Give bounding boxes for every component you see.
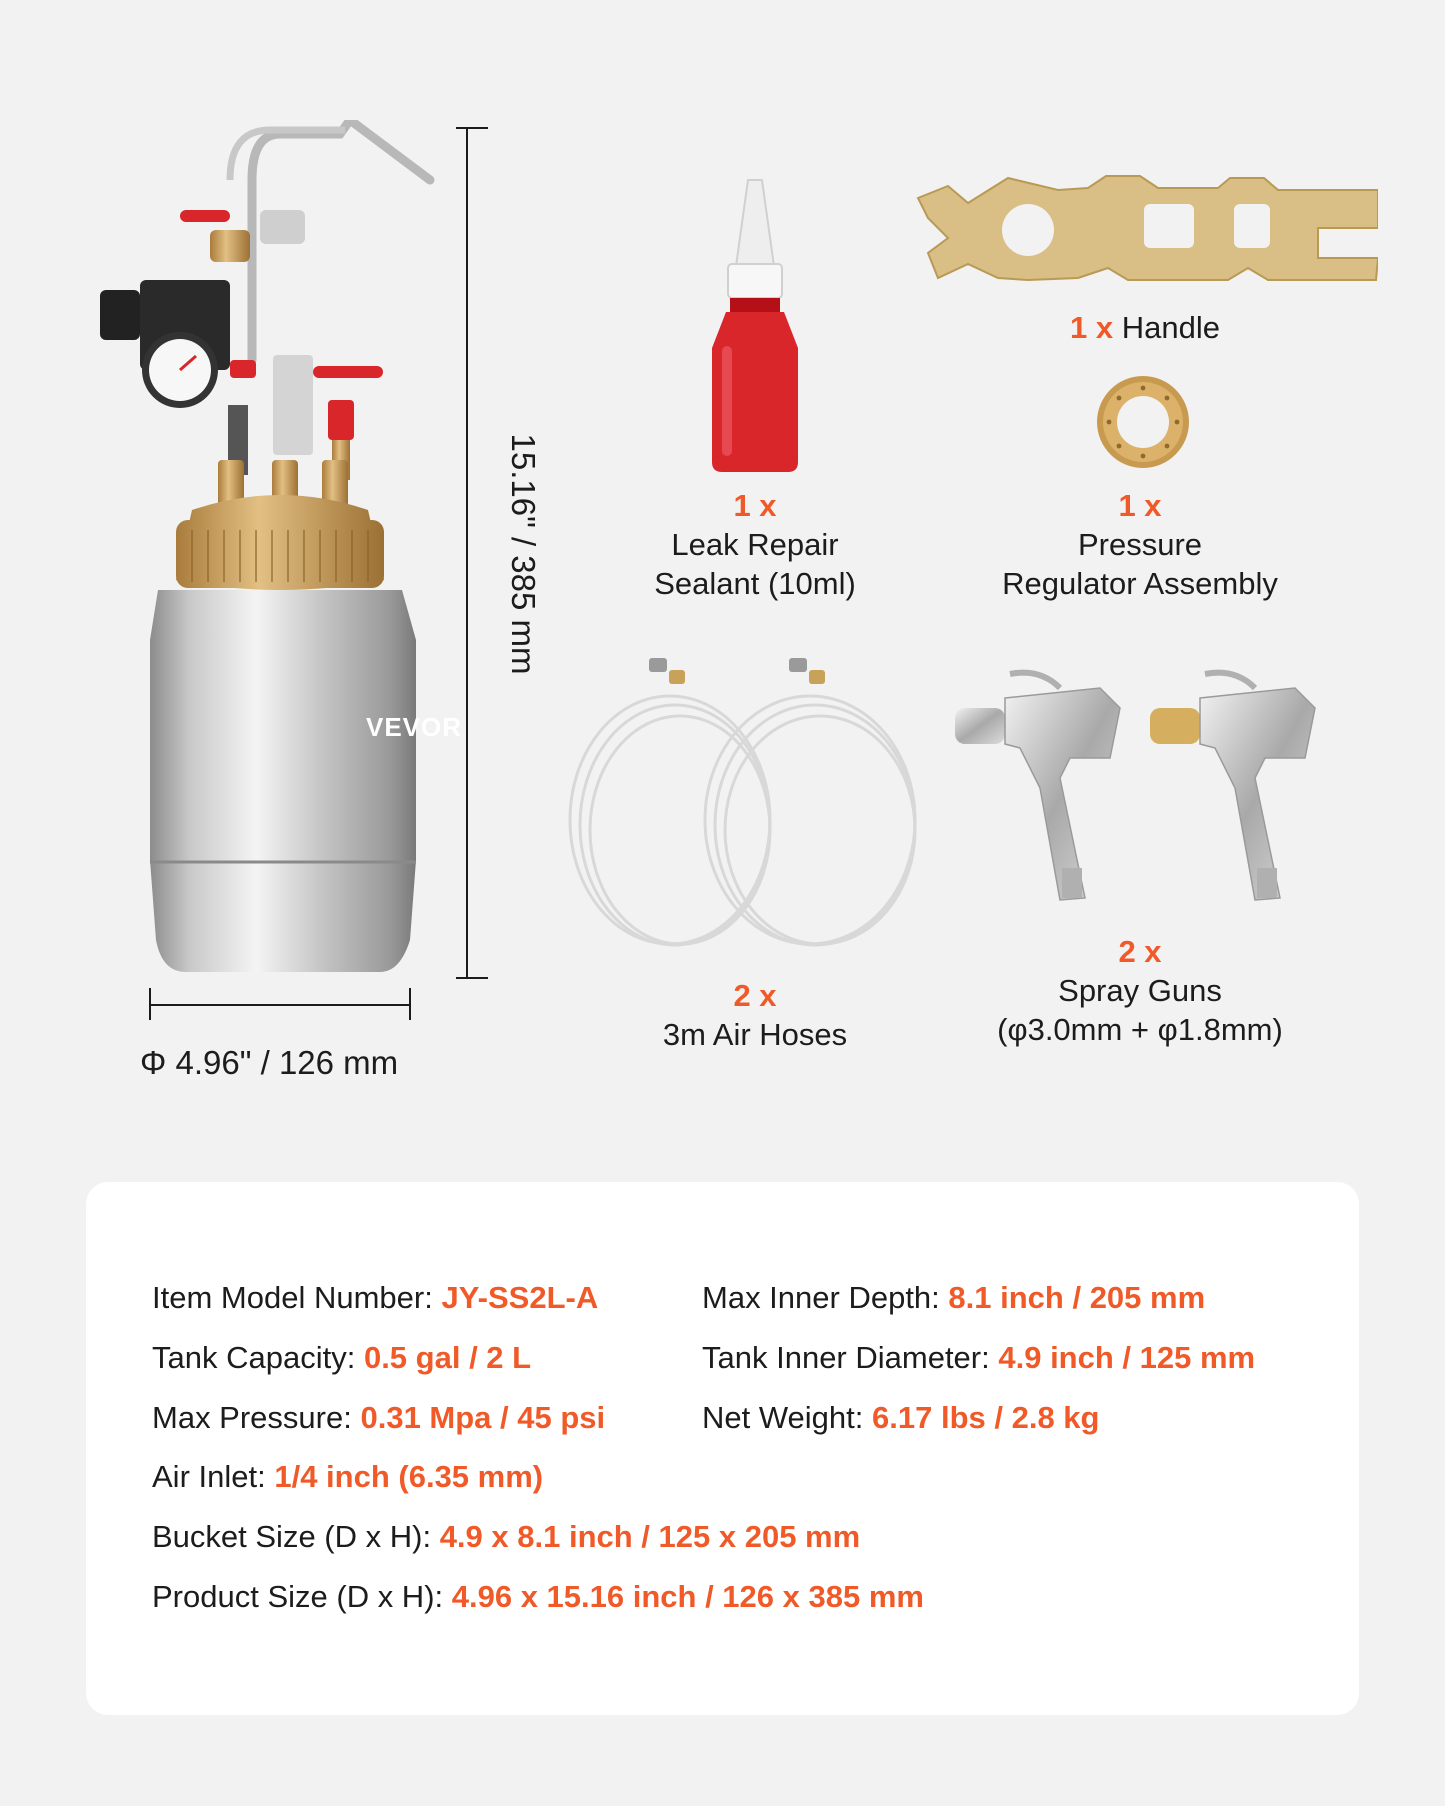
spec-capacity-value: 0.5 gal / 2 L bbox=[363, 1340, 532, 1375]
specifications-card bbox=[86, 1182, 1359, 1715]
spec-inner-depth-label: Max Inner Depth: bbox=[702, 1280, 940, 1315]
spec-air-inlet bbox=[152, 1459, 543, 1495]
sealant-caption bbox=[615, 486, 895, 603]
spec-capacity bbox=[152, 1340, 531, 1376]
regulator-caption bbox=[960, 486, 1320, 603]
regulator-qty: 1 x bbox=[1118, 488, 1162, 523]
spec-net-weight-label: Net Weight: bbox=[702, 1400, 864, 1435]
spec-product-size-label: Product Size (D x H): bbox=[152, 1579, 444, 1614]
regulator-name-line1: Pressure bbox=[1077, 527, 1203, 562]
handle-name: Handle bbox=[1121, 310, 1220, 345]
spec-model bbox=[152, 1280, 598, 1316]
spec-capacity-label: Tank Capacity: bbox=[152, 1340, 356, 1375]
spec-inner-diameter bbox=[702, 1340, 1255, 1376]
spec-inner-diameter-value: 4.9 inch / 125 mm bbox=[998, 1340, 1256, 1375]
diameter-dimension-tick-left bbox=[149, 988, 151, 1020]
guns-qty: 2 x bbox=[1118, 934, 1162, 969]
spec-air-inlet-value: 1/4 inch (6.35 mm) bbox=[274, 1459, 544, 1494]
height-dimension-label: 15.16" / 385 mm bbox=[505, 433, 542, 675]
diameter-dimension-label: Φ 4.96" / 126 mm bbox=[140, 1044, 399, 1081]
height-dimension-tick-bottom bbox=[456, 977, 488, 979]
spec-inner-depth-value: 8.1 inch / 205 mm bbox=[948, 1280, 1206, 1315]
spec-bucket-size-value: 4.9 x 8.1 inch / 125 x 205 mm bbox=[439, 1519, 861, 1554]
guns-name-line1: Spray Guns bbox=[1058, 973, 1222, 1008]
diameter-dimension-tick-right bbox=[409, 988, 411, 1020]
hoses-name: 3m Air Hoses bbox=[662, 1017, 848, 1052]
guns-caption bbox=[960, 932, 1320, 1049]
spec-pressure-label: Max Pressure: bbox=[152, 1400, 352, 1435]
sealant-name-line1: Leak Repair bbox=[671, 527, 839, 562]
regulator-name-line2: Regulator Assembly bbox=[1002, 566, 1278, 601]
spec-bucket-size-label: Bucket Size (D x H): bbox=[152, 1519, 432, 1554]
spec-model-value: JY-SS2L-A bbox=[441, 1280, 599, 1315]
hoses-qty: 2 x bbox=[733, 978, 777, 1013]
handle-qty: 1 x bbox=[1070, 310, 1114, 345]
pressure-tank-image bbox=[100, 120, 463, 990]
spec-model-label: Item Model Number: bbox=[152, 1280, 433, 1315]
height-dimension-tick-top bbox=[456, 127, 488, 129]
height-dimension-line bbox=[466, 128, 468, 978]
spec-inner-depth bbox=[702, 1280, 1205, 1316]
spec-inner-diameter-label: Tank Inner Diameter: bbox=[702, 1340, 990, 1375]
spec-bucket-size bbox=[152, 1519, 860, 1555]
spray-guns-image bbox=[950, 668, 1340, 918]
spec-pressure-value: 0.31 Mpa / 45 psi bbox=[360, 1400, 606, 1435]
sealant-bottle-image bbox=[700, 178, 810, 474]
spec-pressure bbox=[152, 1400, 605, 1436]
spec-air-inlet-label: Air Inlet: bbox=[152, 1459, 266, 1494]
regulator-ring-image bbox=[1095, 374, 1191, 470]
diameter-dimension-line bbox=[150, 1004, 410, 1006]
air-hoses-image bbox=[565, 650, 945, 970]
sealant-name-line2: Sealant (10ml) bbox=[654, 566, 856, 601]
spec-net-weight bbox=[702, 1400, 1099, 1436]
spec-product-size bbox=[152, 1579, 924, 1615]
hoses-caption bbox=[615, 976, 895, 1054]
spec-product-size-value: 4.96 x 15.16 inch / 126 x 385 mm bbox=[451, 1579, 924, 1614]
sealant-qty: 1 x bbox=[733, 488, 777, 523]
spec-net-weight-value: 6.17 lbs / 2.8 kg bbox=[872, 1400, 1100, 1435]
handle-wrench-image bbox=[908, 168, 1378, 288]
tank-brand-label: VEVOR bbox=[366, 712, 463, 742]
guns-name-line2: (φ3.0mm + φ1.8mm) bbox=[997, 1012, 1283, 1047]
handle-caption bbox=[1000, 308, 1290, 347]
